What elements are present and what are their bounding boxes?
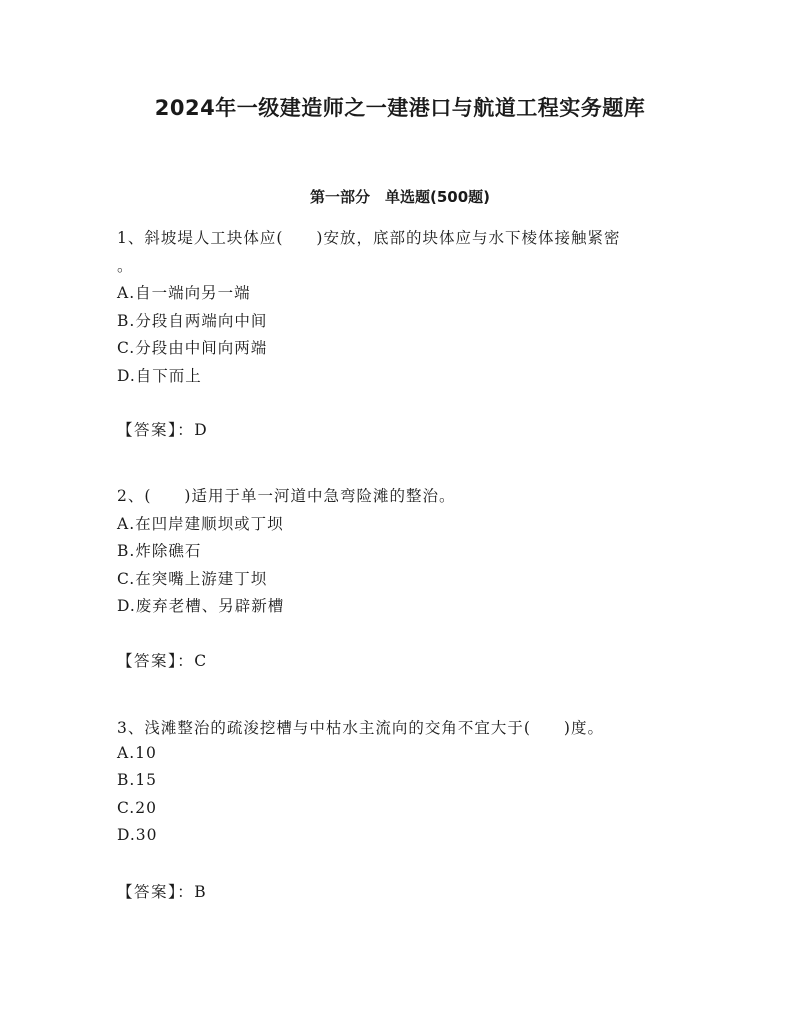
question-1-stem-continued: 。 bbox=[117, 257, 134, 275]
answer-label: 【答案】： bbox=[117, 883, 195, 901]
question-3-stem: 3、浅滩整治的疏浚挖槽与中枯水主流向的交角不宜大于( )度。 bbox=[117, 719, 604, 737]
question-1-answer bbox=[117, 418, 208, 440]
question-1-option-a: A.自一端向另一端 bbox=[117, 284, 251, 302]
question-3-answer bbox=[117, 880, 207, 902]
question-2-stem: 2、( )适用于单一河道中急弯险滩的整治。 bbox=[117, 487, 456, 505]
answer-value: B bbox=[194, 883, 208, 901]
answer-label: 【答案】： bbox=[117, 421, 195, 439]
answer-value: D bbox=[194, 421, 209, 439]
answer-label: 【答案】： bbox=[117, 652, 195, 670]
question-1-option-d: D.自下而上 bbox=[117, 367, 202, 385]
question-1-option-b: B.分段自两端向中间 bbox=[117, 312, 268, 330]
question-3-option-d: D.30 bbox=[117, 826, 158, 844]
question-1-option-c: C.分段由中间向两端 bbox=[117, 339, 268, 357]
question-2-answer bbox=[117, 649, 208, 671]
question-2-option-c: C.在突嘴上游建丁坝 bbox=[117, 570, 268, 588]
question-3-option-b: B.15 bbox=[117, 771, 158, 789]
question-2-option-d: D.废弃老槽、另辟新槽 bbox=[117, 597, 285, 615]
document-title: 2024年一级建造师之一建港口与航道工程实务题库 bbox=[154, 96, 646, 120]
answer-value: C bbox=[194, 652, 208, 670]
section-heading: 第一部分 单选题(500题) bbox=[309, 188, 491, 206]
question-3-option-a: A.10 bbox=[117, 744, 157, 762]
question-2-option-b: B.炸除礁石 bbox=[117, 542, 202, 560]
question-2-option-a: A.在凹岸建顺坝或丁坝 bbox=[117, 515, 284, 533]
question-1-stem: 1、斜坡堤人工块体应( )安放，底部的块体应与水下棱体接触紧密 bbox=[117, 229, 621, 247]
question-3-option-c: C.20 bbox=[117, 799, 157, 817]
